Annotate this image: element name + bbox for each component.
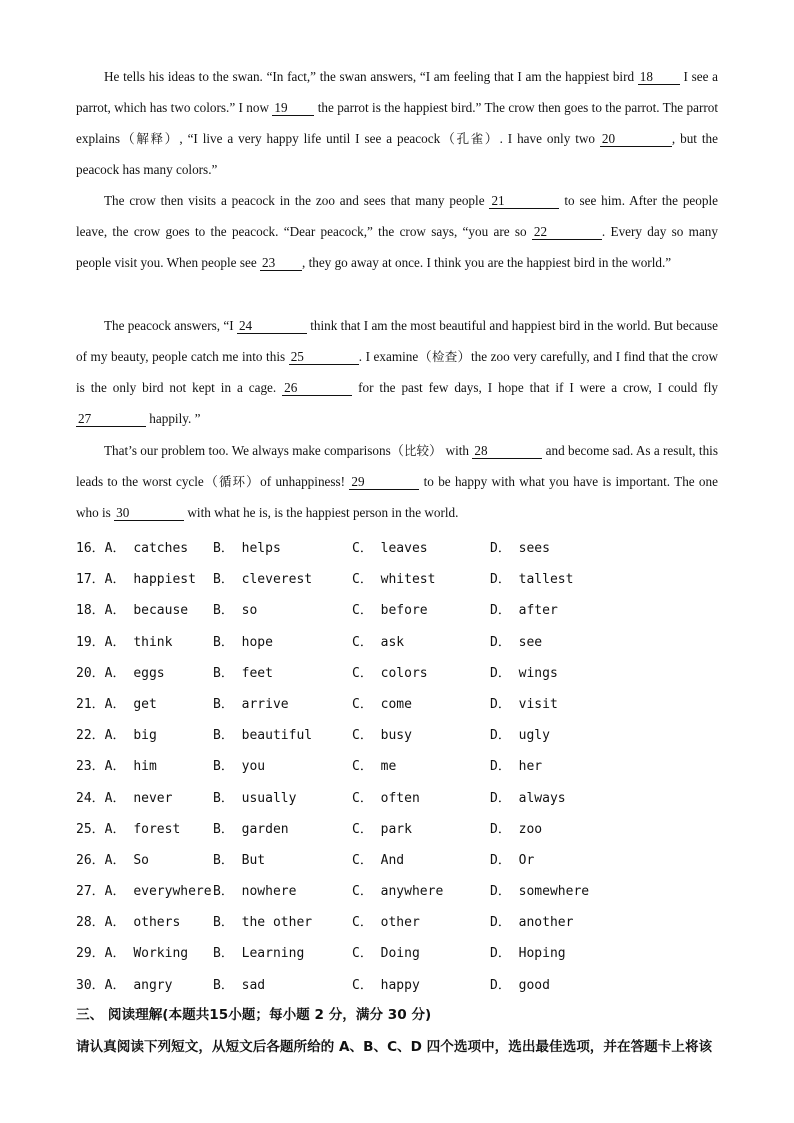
answer-options	[76, 529, 726, 997]
option-a	[76, 942, 188, 961]
option-a	[76, 537, 188, 556]
question-number: 30．A．	[76, 977, 126, 993]
blank-27: 27	[76, 412, 146, 427]
blank-23: 23	[260, 256, 302, 271]
question-number: 21．A．	[76, 696, 126, 712]
option-d: D． Or	[490, 852, 535, 868]
option-d: D． tallest	[490, 572, 574, 588]
option-a	[76, 568, 196, 587]
text: ）. I have only two	[484, 131, 600, 146]
chinese-gloss: 检查	[431, 349, 458, 364]
text: ） with	[429, 443, 473, 458]
question-number: 23．A．	[76, 759, 126, 775]
option-b: B． arrive	[213, 696, 289, 712]
option-a	[76, 818, 180, 837]
question-number: 18．A．	[76, 603, 126, 619]
question-number: 22．A．	[76, 728, 126, 744]
text: with what he is, is the happiest person in the world.	[184, 505, 459, 520]
blank-29: 29	[349, 475, 419, 490]
option-a-text: big	[133, 728, 157, 744]
text: , they go away at once. I think you are the happiest bird in the world.”	[301, 255, 672, 270]
option-a-text: So	[133, 852, 149, 868]
question-number: 25．A．	[76, 821, 126, 837]
option-c: C． before	[352, 603, 428, 619]
option-a-text: others	[133, 915, 181, 931]
blank-20: 20	[600, 132, 672, 147]
option-a	[76, 693, 157, 712]
option-b: B． But	[213, 852, 266, 868]
option-a-text: think	[133, 634, 173, 650]
option-d: D． another	[490, 915, 574, 931]
option-row-20	[76, 654, 726, 685]
blank-21: 21	[489, 194, 559, 209]
option-row-30	[76, 966, 726, 997]
option-d: D． Hoping	[490, 946, 566, 962]
option-b: B． you	[213, 759, 266, 775]
option-c: C． whitest	[352, 572, 436, 588]
option-a	[76, 599, 188, 618]
option-d: D． her	[490, 759, 543, 775]
option-a-text: Working	[133, 946, 189, 962]
option-row-29	[76, 934, 726, 965]
option-d: D． visit	[490, 696, 558, 712]
text: to see him. After the people leave, the crow goes to the peacock. “Dear peacock,” the crow says, “you are so	[76, 193, 718, 239]
option-a	[76, 787, 172, 806]
option-b: B． helps	[213, 541, 281, 556]
text: ）, “I live a very happy life until I see a peacock（	[164, 131, 457, 146]
option-c: C． happy	[352, 977, 420, 993]
blank-22: 22	[532, 225, 602, 240]
option-a-text: angry	[133, 977, 173, 993]
blank-24: 24	[237, 319, 307, 334]
text: The peacock answers, “I	[104, 318, 237, 333]
option-d: D． good	[490, 977, 550, 993]
blank-26: 26	[282, 381, 352, 396]
option-d: D． ugly	[490, 728, 550, 744]
text: the parrot is the happiest bird.” The crow then goes to the parrot. The parrot explains（	[76, 100, 718, 146]
chinese-gloss: 孔雀	[456, 131, 485, 146]
option-row-17	[76, 560, 726, 591]
option-row-26	[76, 841, 726, 872]
text: That’s our problem too. We always make comparisons（	[104, 443, 404, 458]
option-b: B． garden	[213, 821, 289, 837]
option-a-text: eggs	[133, 665, 165, 681]
option-a-text: happiest	[133, 572, 196, 588]
option-d: D． sees	[490, 541, 550, 556]
option-a-text: get	[133, 696, 157, 712]
section-instruction: 请认真阅读下列短文，从短文后各题所给的 A、B、C、D 四个选项中，选出最佳选项，并在答题卡上将该	[76, 1039, 713, 1055]
passage-paragraph-2	[76, 185, 718, 278]
option-a	[76, 755, 157, 774]
option-row-16	[76, 529, 726, 560]
option-b: B． feet	[213, 665, 273, 681]
blank-25: 25	[289, 350, 359, 365]
option-a-text: because	[133, 603, 189, 619]
option-row-27	[76, 872, 726, 903]
option-b: B． Learning	[213, 946, 305, 962]
option-row-23	[76, 747, 726, 778]
option-b: B． sad	[213, 977, 266, 993]
option-a-text: forest	[133, 821, 181, 837]
question-number: 20．A．	[76, 665, 126, 681]
option-row-18	[76, 591, 726, 622]
option-a-text: never	[133, 790, 173, 806]
option-c: C． other	[352, 915, 420, 931]
blank-18: 18	[638, 70, 680, 85]
option-d: D． after	[490, 603, 558, 619]
option-row-28	[76, 903, 726, 934]
option-a-text: catches	[133, 541, 189, 556]
option-c: C． Doing	[352, 946, 420, 962]
option-a	[76, 880, 212, 899]
chinese-gloss: 解释	[136, 131, 165, 146]
option-d: D． always	[490, 790, 566, 806]
option-a	[76, 662, 165, 681]
question-number: 28．A．	[76, 915, 126, 931]
text: think that I am the most beautiful and happiest bird in the world. But because of my beauty, people catch me into this	[76, 318, 719, 364]
option-b: B． the other	[213, 915, 313, 931]
option-a	[76, 849, 149, 868]
blank-19: 19	[272, 101, 314, 116]
option-b: B． usually	[213, 790, 297, 806]
text: . I examine（	[358, 349, 432, 364]
option-a-text: him	[133, 759, 157, 775]
option-a-text: everywhere	[133, 884, 212, 900]
option-row-25	[76, 810, 726, 841]
option-d: D． wings	[490, 665, 558, 681]
text: to be happy with what you have is important. The one who is	[76, 474, 718, 520]
passage-paragraph-3	[76, 310, 718, 434]
text: ）of unhappiness!	[245, 474, 350, 489]
option-d: D． zoo	[490, 821, 543, 837]
question-number: 17．A．	[76, 572, 126, 588]
blank-28: 28	[472, 444, 542, 459]
option-b: B． hope	[213, 634, 273, 650]
option-c: C． me	[352, 759, 397, 775]
option-row-22	[76, 716, 726, 747]
option-c: C． And	[352, 852, 405, 868]
option-c: C． come	[352, 696, 412, 712]
option-c: C． busy	[352, 728, 412, 744]
option-b: B． cleverest	[213, 572, 313, 588]
option-a	[76, 724, 157, 743]
blank-30: 30	[114, 506, 184, 521]
option-b: B． so	[213, 603, 258, 619]
option-c: C． anywhere	[352, 884, 444, 900]
text: and become sad. As a result, this leads to the worst cycle（	[76, 443, 718, 489]
option-d: D． somewhere	[490, 884, 590, 900]
text: He tells his ideas to the swan. “In fact,” the swan answers, “I am feeling that I am the happiest bird	[104, 69, 635, 84]
passage-paragraph-1	[76, 61, 718, 185]
question-number: 27．A．	[76, 884, 126, 900]
text: . Every day so many people visit you. When people see	[76, 224, 718, 270]
chinese-gloss: 比较	[403, 443, 430, 458]
option-d: D． see	[490, 634, 543, 650]
chinese-gloss: 循环	[218, 474, 246, 489]
text: ）the zoo very carefully, and I find that the crow is the only bird not kept in a cage.	[76, 349, 718, 395]
section-heading: 三、 阅读理解(本题共15小题；每小题 2 分，满分 30 分)	[76, 1007, 432, 1023]
option-row-19	[76, 623, 726, 654]
option-a	[76, 631, 172, 650]
passage-paragraph-4	[76, 435, 718, 528]
option-a	[76, 911, 180, 930]
question-number: 16．A．	[76, 541, 126, 556]
option-row-21	[76, 685, 726, 716]
option-c: C． often	[352, 790, 420, 806]
option-b: B． nowhere	[213, 884, 297, 900]
question-number: 26．A．	[76, 852, 126, 868]
option-a	[76, 974, 172, 993]
option-c: C． leaves	[352, 541, 428, 556]
text: I see a parrot, which has two colors.” I now	[76, 69, 719, 115]
option-c: C． colors	[352, 665, 428, 681]
option-b: B． beautiful	[213, 728, 313, 744]
question-number: 24．A．	[76, 790, 126, 806]
text: for the past few days, I hope that if I were a crow, I could fly	[352, 380, 718, 395]
option-row-24	[76, 779, 726, 810]
option-c: C． park	[352, 821, 412, 837]
question-number: 29．A．	[76, 946, 126, 962]
question-number: 19．A．	[76, 634, 126, 650]
option-c: C． ask	[352, 634, 405, 650]
text: The crow then visits a peacock in the zoo and sees that many people	[104, 193, 490, 208]
text: happily. ”	[146, 411, 201, 426]
text: , but the peacock has many colors.”	[76, 131, 718, 177]
